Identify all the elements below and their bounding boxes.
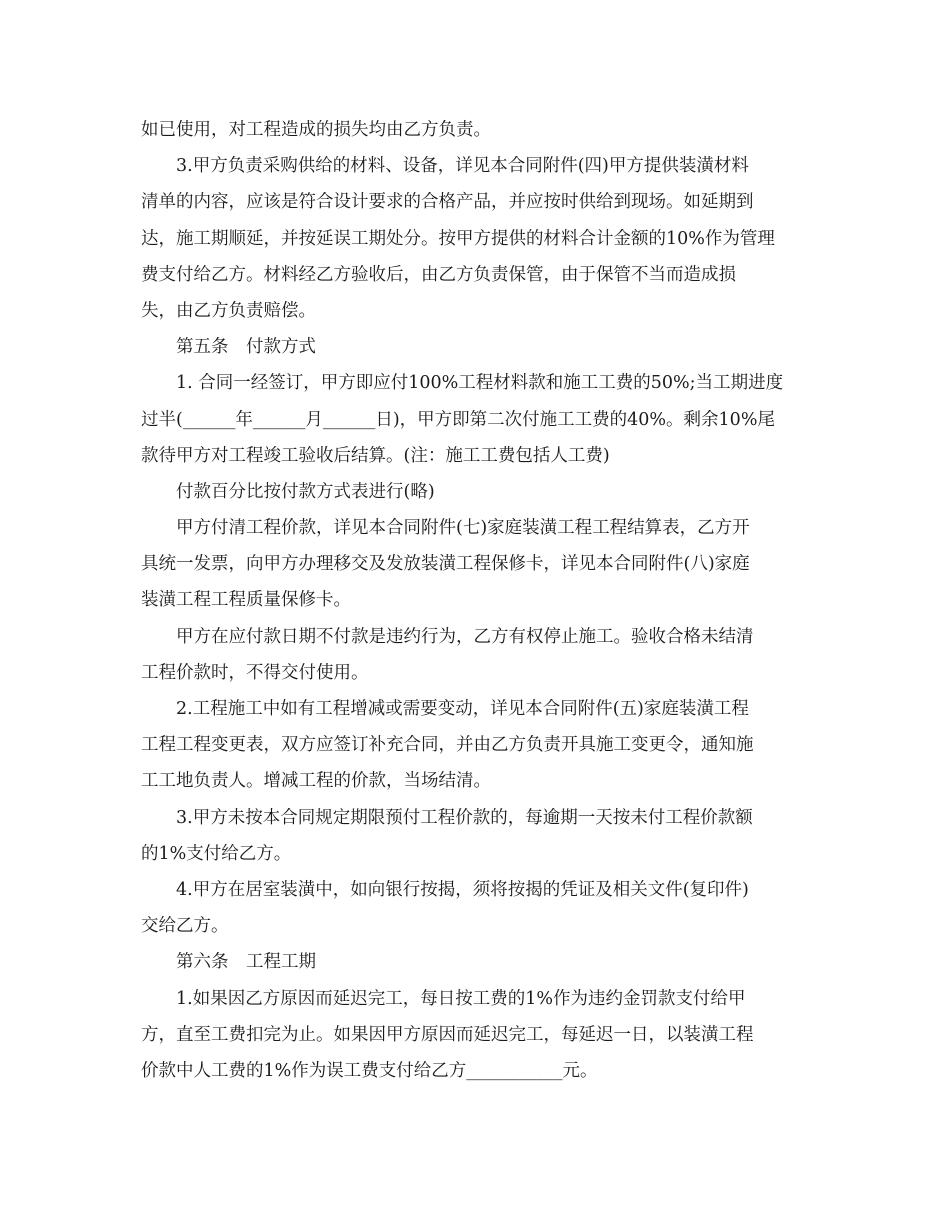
text-line: 的1%支付给乙方。	[141, 843, 292, 864]
text-line: 过半(______年______月______日)，甲方即第二次付施工工费的40%。剩余10%尾	[141, 409, 775, 430]
section-heading: 第六条 工程工期	[176, 952, 316, 973]
text-line: 4.甲方在居室装潢中，如向银行按揭，须将按揭的凭证及相关文件(复印件)	[176, 879, 749, 900]
text-line: 失，由乙方负责赔偿。	[141, 300, 316, 321]
text-line: 款待甲方对工程竣工验收后结算。(注：施工工费包括人工费)	[141, 445, 610, 466]
text-line: 工程工程变更表，双方应签订补充合同，并由乙方负责开具施工变更令，通知施	[141, 735, 754, 756]
text-line: 2.工程施工中如有工程增减或需要变动，详见本合同附件(五)家庭装潢工程	[176, 699, 749, 719]
text-line: 费支付给乙方。材料经乙方验收后，由乙方负责保管，由于保管不当而造成损	[141, 264, 736, 285]
text-line: 甲方付清工程价款，详见本合同附件(七)家庭装潢工程工程结算表，乙方开	[176, 518, 750, 539]
text-line: 清单的内容，应该是符合设计要求的合格产品，并应按时供给到现场。如延期到	[141, 192, 754, 213]
text-line: 装潢工程工程质量保修卡。	[141, 590, 351, 611]
text-line: 交给乙方。	[141, 916, 229, 937]
text-line: 工程价款时，不得交付使用。	[141, 662, 369, 683]
text-line: 1. 合同一经签订，甲方即应付100%工程材料款和施工工费的50%;当工期进度	[176, 373, 784, 394]
text-line: 1.如果因乙方原因而延迟完工，每日按工费的1%作为违约金罚款支付给甲	[176, 988, 746, 1009]
text-line: 3.甲方负责采购供给的材料、设备，详见本合同附件(四)甲方提供装潢材料	[176, 156, 749, 177]
section-heading: 第五条 付款方式	[176, 337, 316, 358]
text-line: 付款百分比按付款方式表进行(略)	[176, 481, 435, 502]
text-line: 3.甲方未按本合同规定期限预付工程价款的，每逾期一天按未付工程价款额	[176, 807, 753, 828]
text-line: 方，直至工费扣完为止。如果因甲方原因而延迟完工，每延迟一日，以装潢工程	[141, 1024, 754, 1045]
text-line: 甲方在应付款日期不付款是违约行为，乙方有权停止施工。验收合格未结清	[176, 626, 754, 647]
text-line: 具统一发票，向甲方办理移交及发放装潢工程保修卡，详见本合同附件(八)家庭	[141, 554, 750, 575]
text-line: 如已使用，对工程造成的损失均由乙方负责。	[141, 120, 491, 140]
text-line: 工工地负责人。增减工程的价款，当场结清。	[141, 771, 491, 792]
text-line: 价款中人工费的1%作为误工费支付给乙方___________元。	[141, 1060, 598, 1081]
document-body	[141, 112, 811, 1089]
text-line: 达，施工期顺延，并按延误工期处分。按甲方提供的材料合计金额的10%作为管理	[141, 228, 775, 249]
